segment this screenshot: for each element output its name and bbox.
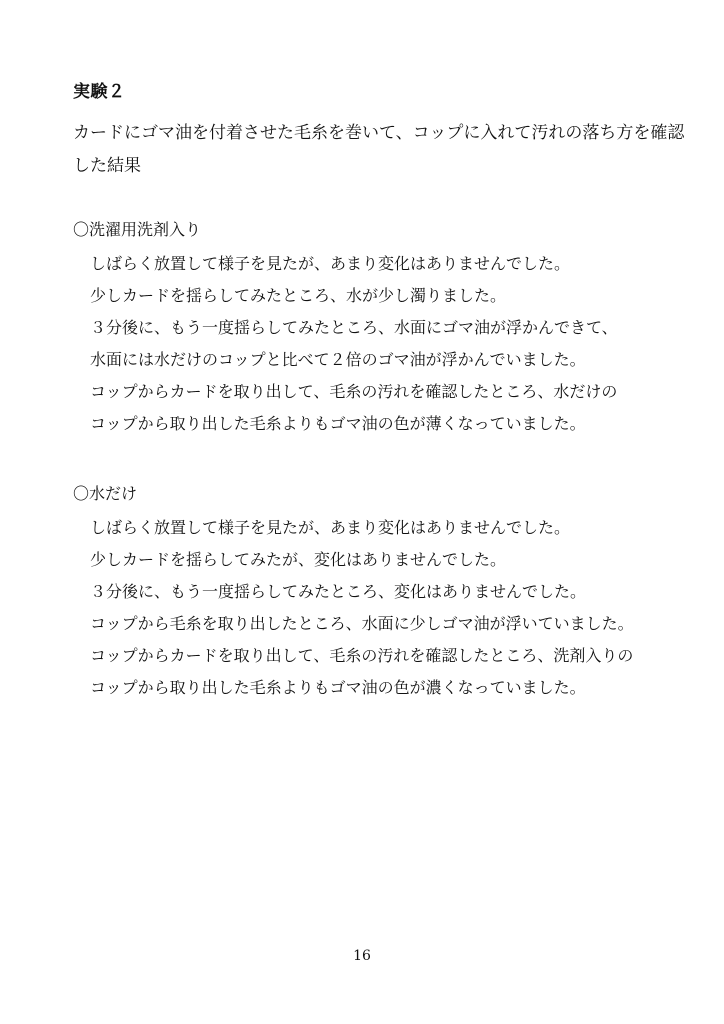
body-line: 少しカードを揺らしてみたが、変化はありませんでした。 <box>90 550 507 569</box>
section-water-only <box>73 482 673 704</box>
body-line: しばらく放置して様子を見たが、あまり変化はありませんでした。 <box>90 254 571 273</box>
body-line: しばらく放置して様子を見たが、あまり変化はありませんでした。 <box>90 518 571 537</box>
section-body <box>73 512 673 704</box>
body-line: コップから取り出した毛糸よりもゴマ油の色が濃くなっていました。 <box>90 678 586 697</box>
section-body <box>73 248 673 440</box>
intro-line: カードにゴマ油を付着させた毛糸を巻いて、コップに入れて汚れの落ち方を確認 <box>73 123 685 143</box>
intro-line: した結果 <box>73 156 141 176</box>
section-title: 〇水だけ <box>73 484 138 503</box>
body-line: 少しカードを揺らしてみたところ、水が少し濁りました。 <box>90 286 507 305</box>
page-number: 16 <box>353 948 371 964</box>
body-line: ３分後に、もう一度揺らしてみたところ、水面にゴマ油が浮かんできて、 <box>90 318 618 337</box>
experiment-heading: 実験２ <box>73 82 126 102</box>
body-line: 水面には水だけのコップと比べて２倍のゴマ油が浮かんでいました。 <box>90 350 586 369</box>
intro-paragraph <box>73 117 685 183</box>
body-line: コップからカードを取り出して、毛糸の汚れを確認したところ、洗剤入りの <box>90 646 634 665</box>
body-line: ３分後に、もう一度揺らしてみたところ、変化はありませんでした。 <box>90 582 587 601</box>
body-line: コップから取り出した毛糸よりもゴマ油の色が薄くなっていました。 <box>90 414 586 433</box>
section-title: 〇洗濯用洗剤入り <box>73 220 202 239</box>
body-line: コップから毛糸を取り出したところ、水面に少しゴマ油が浮いていました。 <box>90 614 634 633</box>
section-detergent <box>73 218 673 440</box>
body-line: コップからカードを取り出して、毛糸の汚れを確認したところ、水だけの <box>90 382 618 401</box>
